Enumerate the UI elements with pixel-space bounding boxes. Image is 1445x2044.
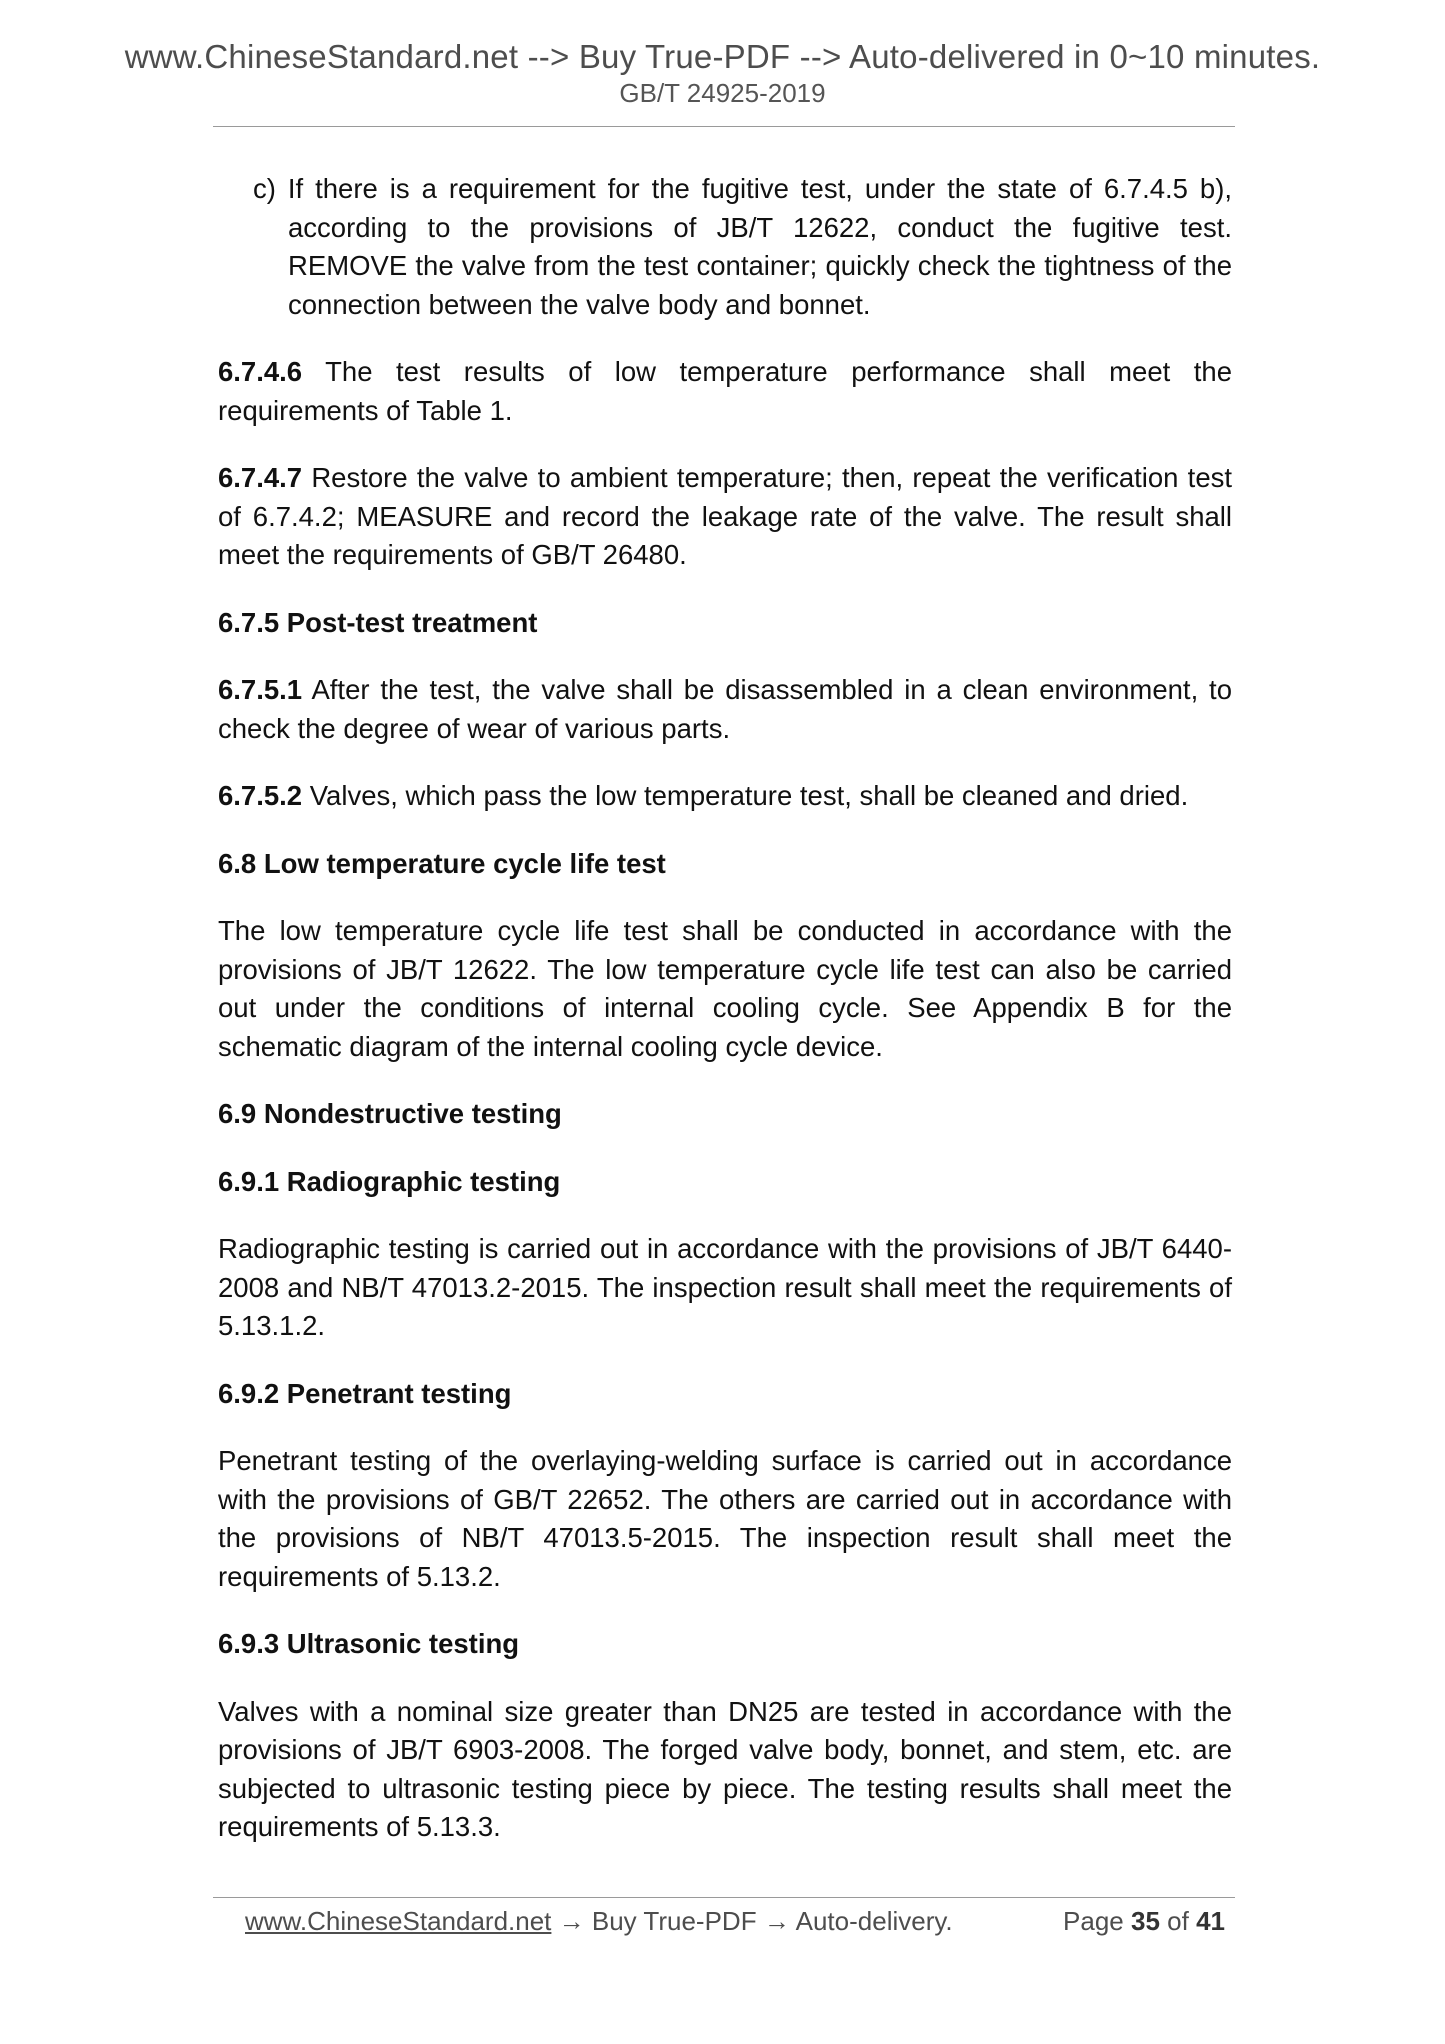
- footer-delivery-text: Auto-delivery.: [795, 1906, 953, 1936]
- heading-6-7-5: 6.7.5 Post-test treatment: [218, 606, 538, 638]
- page-total: 41: [1196, 1906, 1225, 1936]
- clause-6-7-5-1: [218, 671, 1232, 748]
- paragraph-6-9-3: Valves with a nominal size greater than DN25 are tested in accordance with the provisions of JB/T 6903-2008. The forged valve body, bonnet, and stem, etc. are subjected to ultrasonic testing piece by piece. The testing results shall meet the requirements of 5.13.3.: [218, 1695, 1232, 1842]
- clause-text: The test results of low temperature performance shall meet the requirements of Table 1.: [218, 356, 1232, 426]
- page-label: Page: [1063, 1906, 1124, 1936]
- footer-site-link[interactable]: www.ChineseStandard.net: [245, 1906, 552, 1936]
- clause-6-7-5-2: [218, 777, 1232, 816]
- clause-text: After the test, the valve shall be disassembled in a clean environment, to check the degree of wear of various parts.: [218, 674, 1232, 744]
- footer-buy-text: Buy True-PDF: [591, 1906, 757, 1936]
- clause-number: 6.7.5.2: [218, 780, 303, 811]
- heading-6-9-3: 6.9.3 Ultrasonic testing: [218, 1628, 520, 1659]
- page-number: [1063, 1906, 1225, 1937]
- page-of: of: [1167, 1906, 1189, 1936]
- heading-6-9-1: 6.9.1 Radiographic testing: [218, 1165, 561, 1197]
- arrow-right-icon: →: [558, 1906, 585, 1936]
- clause-number: 6.7.4.6: [218, 356, 303, 387]
- clause-number: 6.7.4.7: [218, 462, 303, 493]
- paragraph-6-9-2: Penetrant testing of the overlaying-welding surface is carried out in accordance with the provisions of GB/T 22652. The others are carried out in accordance with the provisions of NB/T 47013.5-2015. The inspection result shall meet the requirements of 5.13.2.: [218, 1445, 1232, 1592]
- header-divider: [213, 126, 1235, 127]
- page-current: 35: [1131, 1906, 1160, 1936]
- arrow-right-icon: →: [763, 1906, 790, 1936]
- clause-text: Restore the valve to ambient temperature; then, repeat the verification test of 6.7.4.2; MEASURE and record the leakage rate of the valve. The result shall meet the requirements of GB/T 26480.: [218, 462, 1232, 570]
- clause-6-7-4-7: [218, 459, 1232, 575]
- paragraph-6-9-1: Radiographic testing is carried out in accordance with the provisions of JB/T 6440-2008 and NB/T 47013.2-2015. The inspection result shall meet the requirements of 5.13.1.2.: [218, 1233, 1232, 1341]
- list-item-c: c) If there is a requirement for the fugitive test, under the state of 6.7.4.5 b), according to the provisions of JB/T 12622, conduct the fugitive test. REMOVE the valve from the test container; quickly check the tightness of the connection between the valve body and bonnet.: [253, 173, 1232, 320]
- page-footer: [245, 1906, 1225, 1940]
- heading-6-9: 6.9 Nondestructive testing: [218, 1098, 562, 1129]
- heading-6-8: 6.8 Low temperature cycle life test: [218, 847, 666, 879]
- header-standard-number: GB/T 24925-2019: [619, 78, 826, 108]
- clause-text: Valves, which pass the low temperature test, shall be cleaned and dried.: [302, 780, 1189, 811]
- document-body: [218, 170, 1232, 1876]
- clause-6-7-4-6: [218, 353, 1232, 430]
- paragraph-6-8: The low temperature cycle life test shall be conducted in accordance with the provisions of JB/T 12622. The low temperature cycle life test can also be carried out under the conditions of internal cooling cycle. See Appendix B for the schematic diagram of the internal cooling cycle device.: [218, 915, 1232, 1062]
- footer-divider: [213, 1897, 1235, 1898]
- heading-6-9-2: 6.9.2 Penetrant testing: [218, 1377, 512, 1409]
- clause-number: 6.7.5.1: [218, 674, 303, 705]
- header-url-line: www.ChineseStandard.net --> Buy True-PDF --> Auto-delivered in 0~10 minutes.: [124, 38, 1321, 75]
- footer-promo: [245, 1906, 953, 1937]
